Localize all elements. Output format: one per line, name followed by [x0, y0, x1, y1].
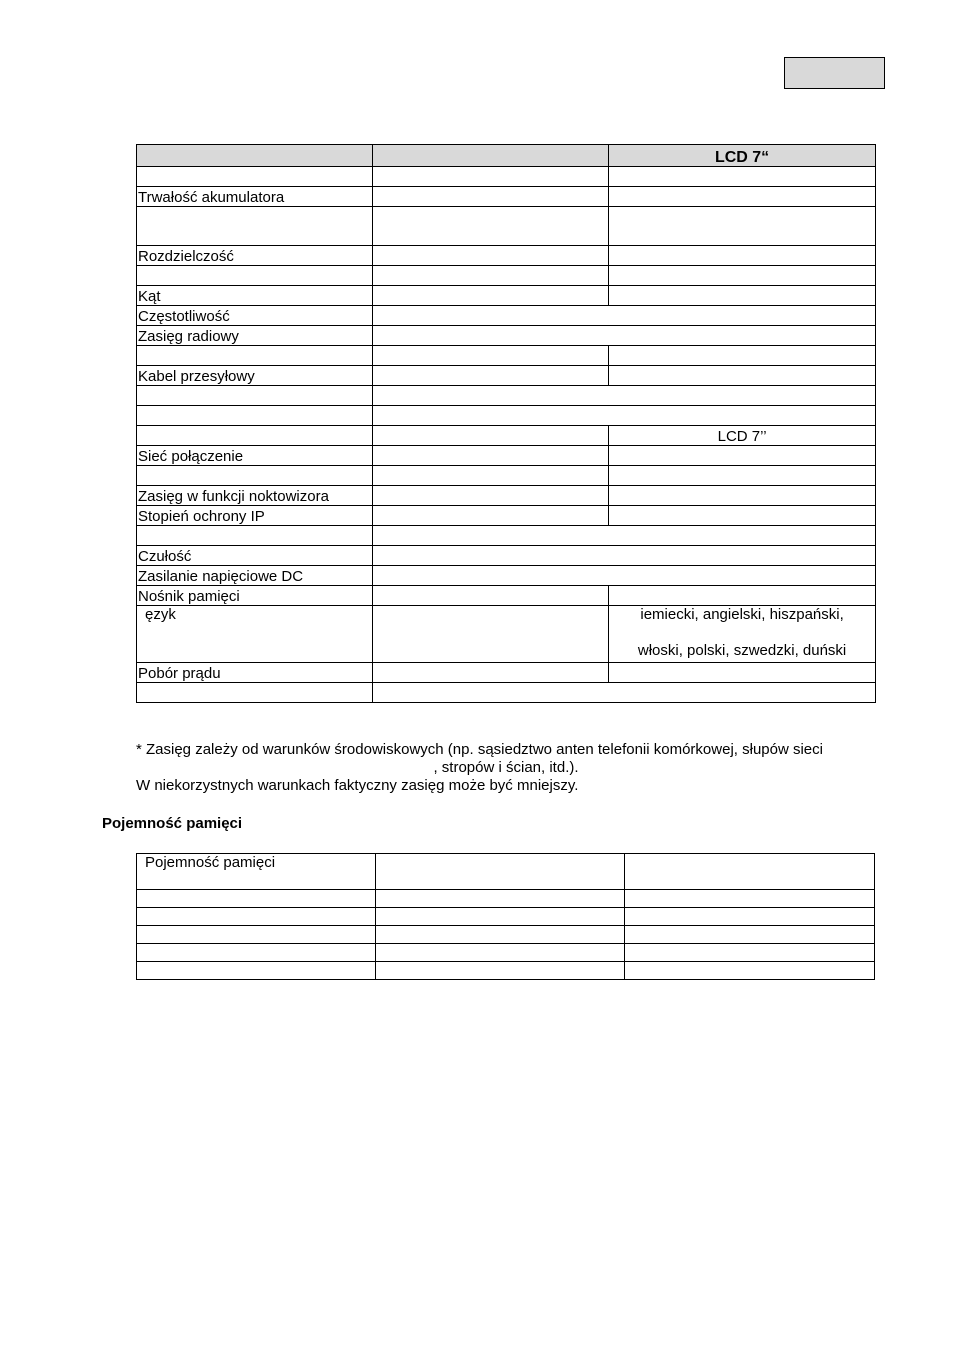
spec-row	[137, 207, 876, 246]
spec-label-dc-power: Zasilanie napięciowe DC	[137, 566, 373, 586]
memory-row	[137, 944, 875, 962]
memory-table	[136, 853, 875, 980]
footnote-line-2: , stropów i ścian, itd.).	[433, 759, 579, 776]
spec-sub-header-lcd: LCD 7’’	[609, 426, 876, 446]
spec-header-row	[137, 145, 876, 167]
spec-label-language: ęzyk	[137, 606, 373, 663]
spec-label-network: Sieć połączenie	[137, 446, 373, 466]
footnote-line-3: W niekorzystnych warunkach faktyczny zasięg może być mniejszy.	[136, 777, 579, 794]
spec-row	[137, 546, 876, 566]
spec-label-sensitivity: Czułość	[137, 546, 373, 566]
spec-row	[137, 683, 876, 703]
spec-label-cable: Kabel przesyłowy	[137, 366, 373, 386]
spec-header-lcd: LCD 7“	[609, 145, 876, 167]
spec-table	[136, 144, 876, 703]
spec-row	[137, 526, 876, 546]
spec-label-angle: Kąt	[137, 286, 373, 306]
spec-label-battery: Trwałość akumulatora	[137, 187, 373, 207]
memory-header-row	[137, 854, 875, 890]
header-grey-box	[784, 57, 885, 89]
memory-row	[137, 962, 875, 980]
spec-row	[137, 386, 876, 406]
spec-row	[137, 246, 876, 266]
spec-row	[137, 266, 876, 286]
spec-label-frequency: Częstotliwość	[137, 306, 373, 326]
spec-row	[137, 187, 876, 207]
memory-row	[137, 908, 875, 926]
spec-row	[137, 663, 876, 683]
spec-row	[137, 446, 876, 466]
spec-label-storage: Nośnik pamięci	[137, 586, 373, 606]
spec-row	[137, 486, 876, 506]
spec-language-values: iemiecki, angielski, hiszpański, włoski, polski, szwedzki, duński	[609, 606, 876, 663]
spec-row	[137, 306, 876, 326]
spec-row	[137, 606, 876, 663]
spec-header-cell-2	[372, 145, 608, 167]
spec-row	[137, 326, 876, 346]
spec-label-ip-rating: Stopień ochrony IP	[137, 506, 373, 526]
spec-row	[137, 506, 876, 526]
spec-header-cell-1	[137, 145, 373, 167]
spec-label-radio-range: Zasięg radiowy	[137, 326, 373, 346]
spec-label-night-vision: Zasięg w funkcji noktowizora	[137, 486, 373, 506]
spec-row	[137, 286, 876, 306]
memory-row	[137, 926, 875, 944]
memory-header-label: Pojemność pamięci	[137, 854, 376, 890]
spec-row	[137, 346, 876, 366]
spec-row	[137, 586, 876, 606]
spec-row	[137, 406, 876, 426]
footnote-line-1: * Zasięg zależy od warunków środowiskowych (np. sąsiedztwo anten telefonii komórkowej, słupów sieci	[136, 741, 823, 758]
spec-row	[137, 426, 876, 446]
memory-row	[137, 890, 875, 908]
memory-section-title: Pojemność pamięci	[102, 815, 243, 832]
spec-row	[137, 167, 876, 187]
spec-row	[137, 466, 876, 486]
range-footnote	[136, 741, 876, 795]
spec-row	[137, 366, 876, 386]
spec-label-power-consumption: Pobór prądu	[137, 663, 373, 683]
spec-row	[137, 566, 876, 586]
spec-label-resolution: Rozdzielczość	[137, 246, 373, 266]
